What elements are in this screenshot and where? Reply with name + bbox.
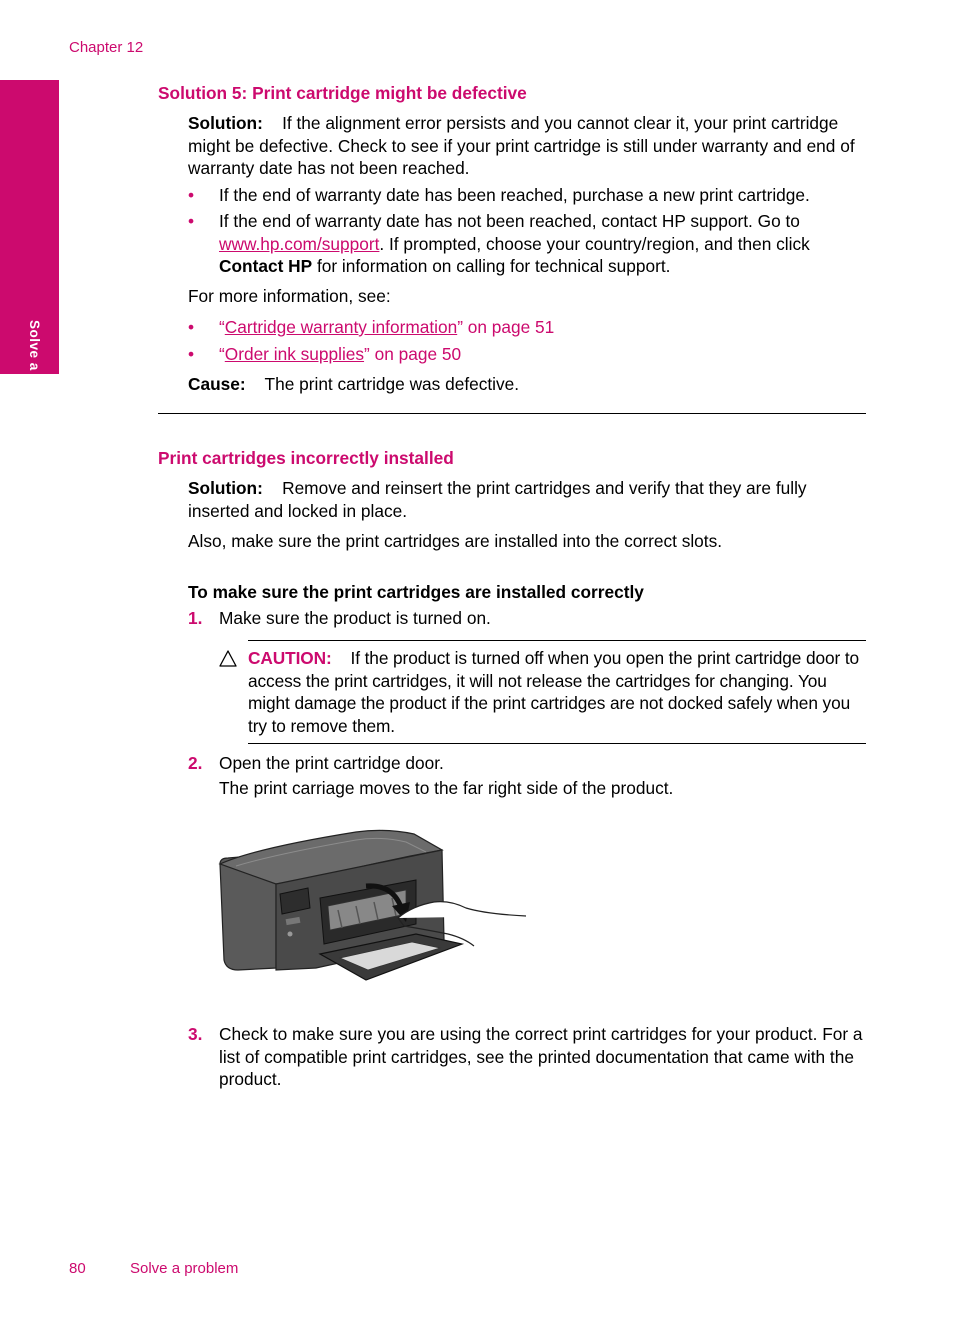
quote-open: “ — [219, 317, 225, 337]
solution-label: Solution: — [188, 113, 263, 133]
step-1-text: Make sure the product is turned on. — [219, 608, 491, 628]
cartridge-warranty-link[interactable]: Cartridge warranty information — [224, 317, 458, 337]
footer-section: Solve a problem — [130, 1260, 239, 1277]
quote-open: “ — [219, 344, 225, 364]
bullet-marker: • — [188, 344, 195, 364]
caution-triangle-icon — [219, 650, 237, 667]
solution-text: If the alignment error persists and you cannot clear it, your print cartridge might be defective. Check to see if your print cartridge is still under warranty and end of warranty date has not been reached. — [188, 113, 855, 178]
step-2-text: Open the print cartridge door. — [219, 753, 444, 773]
bullet-item-1: If the end of warranty date has been reached, purchase a new print cartridge. — [219, 185, 810, 205]
bullet2-text-post: for information on calling for technical support. — [312, 256, 671, 276]
more-info-text: For more information, see: — [188, 286, 391, 306]
step-2-subtext: The print carriage moves to the far right side of the product. — [219, 778, 674, 798]
caution-bottom-rule — [248, 743, 866, 744]
caution-top-rule — [248, 640, 866, 641]
reference-item-1 — [219, 316, 554, 339]
step-3-text: Check to make sure you are using the correct print cartridges for your product. For a list of compatible print cartridges, see the printed documentation that came with the product. — [219, 1024, 863, 1089]
bullet-marker: • — [188, 185, 195, 205]
cause-label: Cause: — [188, 374, 246, 394]
caution-paragraph — [248, 647, 868, 737]
step-number-3: 3. — [188, 1024, 203, 1044]
section-divider — [158, 413, 866, 414]
cause-text: The print cartridge was defective. — [264, 374, 520, 394]
section-title-incorrectly-installed: Print cartridges incorrectly installed — [158, 448, 454, 468]
bullet2-text-mid: . If prompted, choose your country/region, and then click — [379, 233, 810, 254]
caution-text: If the product is turned off when you open the print cartridge door to access the print cartridges, it will not release the cartridges for changing. You might damage the product if the print cartridges are not docked safely when you try to remove them. — [248, 648, 860, 736]
procedure-title: To make sure the print cartridges are installed correctly — [188, 582, 644, 602]
step-number-2: 2. — [188, 753, 203, 773]
chapter-label: Chapter 12 — [69, 39, 144, 56]
page-number: 80 — [69, 1260, 86, 1277]
bullet-marker: • — [188, 317, 195, 337]
solution-paragraph — [188, 112, 868, 180]
order-ink-supplies-link[interactable]: Order ink supplies — [224, 344, 365, 364]
contact-hp-label: Contact HP — [219, 256, 313, 276]
reference-item-2 — [219, 343, 461, 366]
side-tab — [0, 80, 59, 432]
also-text: Also, make sure the print cartridges are installed into the correct slots. — [188, 531, 723, 551]
solution-paragraph-2 — [188, 477, 868, 522]
bullet-item-2 — [219, 210, 869, 278]
bullet-marker: • — [188, 211, 195, 231]
link1-tail: ” on page 51 — [457, 317, 555, 337]
side-tab-label: Solve a problem — [27, 320, 42, 432]
solution-text-2: Remove and reinsert the print cartridges and verify that they are fully inserted and locked in place. — [188, 478, 807, 521]
cause-paragraph — [188, 373, 519, 396]
solution-label-2: Solution: — [188, 478, 263, 498]
bullet2-text-pre: If the end of warranty date has not been reached, contact HP support. Go to — [219, 211, 800, 231]
step-number-1: 1. — [188, 608, 203, 628]
printer-illustration — [216, 828, 531, 988]
section-title-solution-5: Solution 5: Print cartridge might be defective — [158, 83, 527, 103]
caution-label: CAUTION: — [248, 648, 332, 668]
link2-tail: ” on page 50 — [364, 344, 462, 364]
hp-support-link[interactable]: www.hp.com/support — [219, 233, 380, 254]
